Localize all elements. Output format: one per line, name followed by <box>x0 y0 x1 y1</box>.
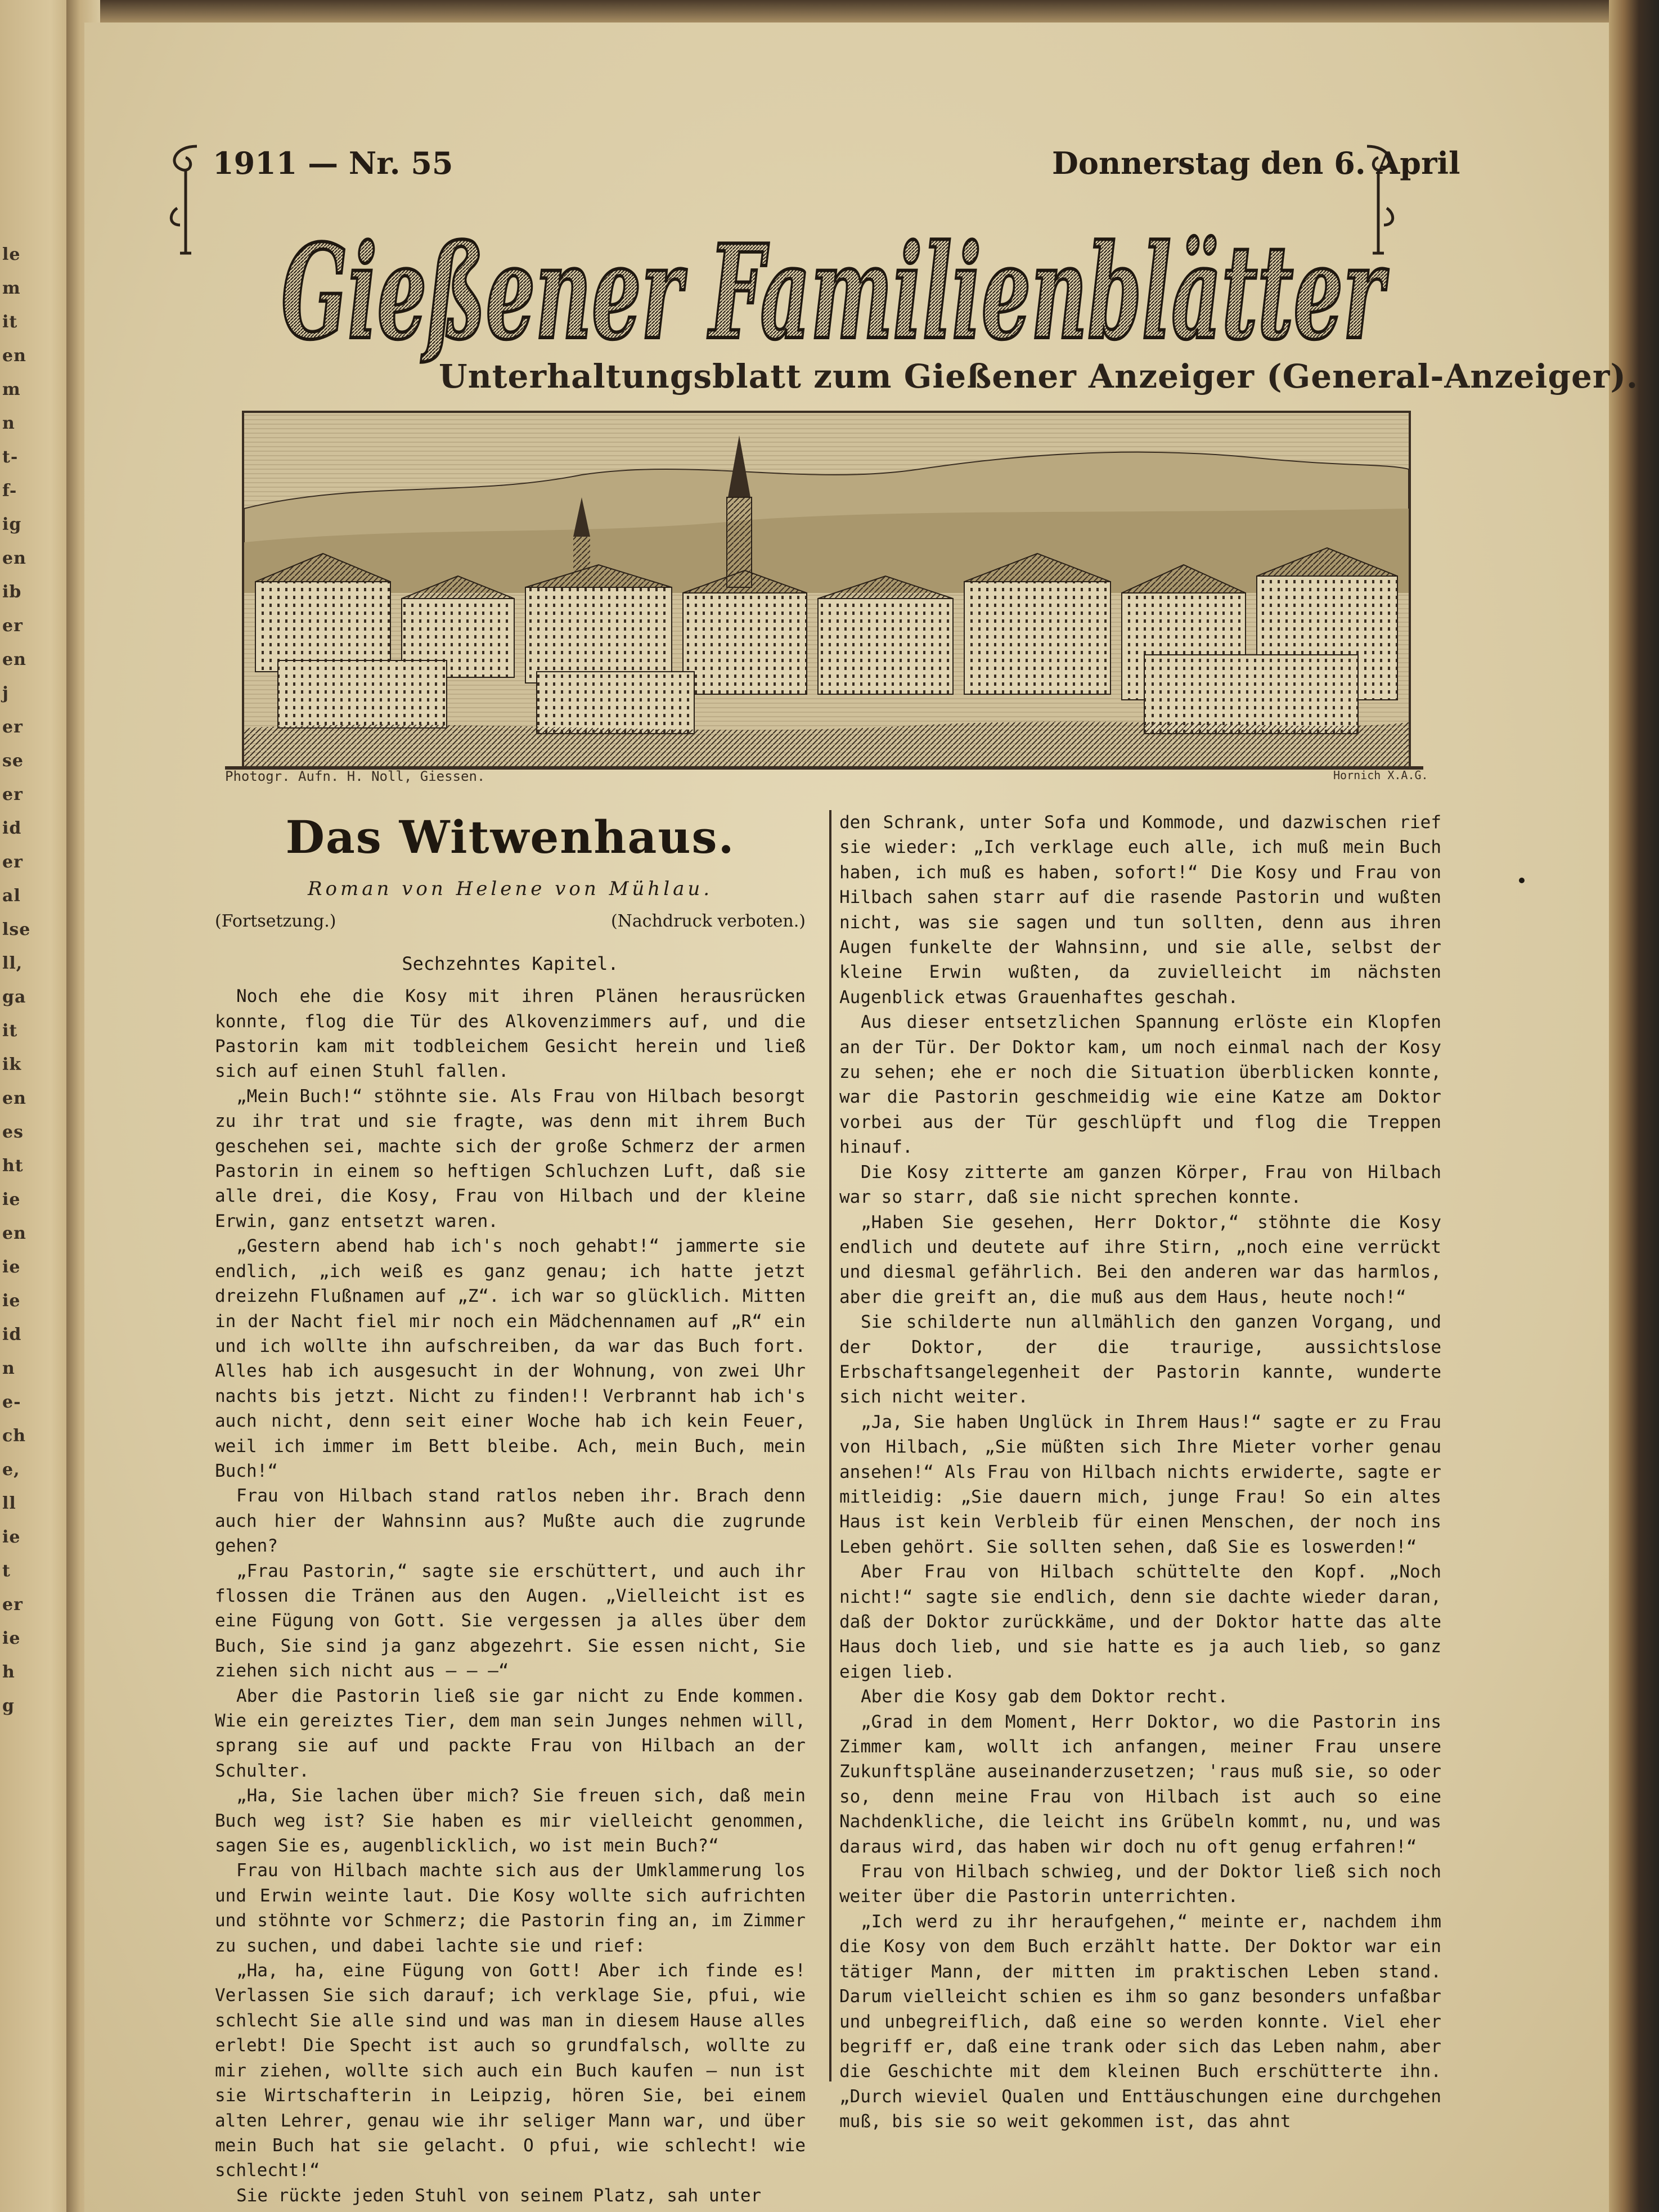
column-2-body <box>839 810 1441 2134</box>
engraving-signature: Hornich X.A.G. <box>1333 768 1428 782</box>
left-page-text-fragment: en <box>2 346 26 366</box>
left-page-text-fragment: ll <box>2 1494 16 1513</box>
left-page-text-fragment: t- <box>2 447 19 467</box>
left-page-text-fragment: ie <box>2 1629 21 1648</box>
left-page-text-fragment: er <box>2 616 23 636</box>
article-paragraph: Aber die Pastorin ließ sie gar nicht zu Ende kommen. Wie ein gereiztes Tier, dem man sein Junges nehmen will, sprang sie auf und packte Frau von Hilbach an der Schulter. <box>215 1685 806 1781</box>
ink-speck <box>1519 878 1525 883</box>
left-page-text-fragment: id <box>2 1325 22 1345</box>
book-right-edge <box>1609 0 1659 2212</box>
left-page-text-fragment: ga <box>2 987 26 1007</box>
copyright-note: (Nachdruck verboten.) <box>610 911 806 932</box>
article-paragraph: Aber die Kosy gab dem Doktor recht. <box>861 1687 1229 1707</box>
left-page-text-fragment: en <box>2 548 26 568</box>
article-title: Das Witwenhaus. <box>285 811 735 864</box>
article-paragraph: Aus dieser entsetzlichen Spannung erlöste ein Klopfen an der Tür. Der Doktor kam, um noch einmal nach der Kosy zu sehen; ehe er noch die Situation überblicken konnte, war die Pastorin geschmeidig wie eine Katze am Doktor vorbei aus der Tür geschlüpft und flog die Treppen hinauf. <box>839 1012 1441 1158</box>
left-page-text-fragment: es <box>2 1122 24 1142</box>
left-page-text-fragment: t <box>2 1561 11 1581</box>
article-column-2 <box>839 810 1441 2134</box>
left-page-text-fragment: m <box>2 380 21 399</box>
left-page-text-fragment: ie <box>2 1190 21 1210</box>
left-page-text-fragment: j <box>2 684 9 703</box>
article-paragraph: Frau von Hilbach machte sich aus der Umklammerung los und Erwin weinte laut. Die Kosy wollte sich aufrichten und stöhnte vor Schmerz; die Pastorin fing an, im Zimmer zu suchen, und dabei lachte sie und rief: <box>215 1860 806 1956</box>
issue-number: 1911 — Nr. 55 <box>213 145 453 181</box>
left-page-text-fragment: h <box>2 1662 15 1682</box>
article-paragraph: Noch ehe die Kosy mit ihren Plänen herausrücken konnte, flog die Tür des Alkovenzimmers auf, und die Pastorin kam mit todbleichem Gesicht herein und ließ sich auf einen Stuhl fallen. <box>215 986 806 1082</box>
left-page-text-fragment: ht <box>2 1156 24 1176</box>
column-divider <box>829 810 831 2081</box>
chapter-heading: Sechzehntes Kapitel. <box>402 952 619 974</box>
left-page-text-fragment: n <box>2 413 15 433</box>
left-page-text-fragment: le <box>2 245 21 264</box>
article-paragraph: „Ich werd zu ihr heraufgehen,“ meinte er, nachdem ihm die Kosy von dem Buch erzählt hatte. Der Doktor war ein tätiger Mann, der mitten im praktischen Leben stand. Darum vielleicht schien es ihm so ganz besonders unfaßbar und unbegreiflich, daß eine so werden konnte. Viel eher begriff er, daß eine trank oder sich das Leben nahm, aber die Geschichte mit dem kleinen Buch erschütterte ihn. „Durch wieviel Qualen und Enttäuschungen eine durchgehen muß, bis sie so weit gekommen ist, das ahnt <box>839 1911 1441 2132</box>
left-page-text-fragment: ie <box>2 1291 21 1311</box>
article-paragraph: „Grad in dem Moment, Herr Doktor, wo die Pastorin ins Zimmer kam, wollt ich anfangen, meiner Frau unsere Zukunftspläne auseinanderzusetzen; 'raus muß sie, so oder so, denn meine Frau von Hilbach ist auch so eine Nachdenkliche, die leicht ins Grübeln kommt, nu, und was daraus wird, das haben wir doch nu oft genug erfahren!“ <box>839 1711 1441 1857</box>
left-page-text-fragment: ib <box>2 582 22 602</box>
article-byline: Roman von Helene von Mühlau. <box>307 878 713 900</box>
left-page-text-fragment: lse <box>2 920 31 939</box>
left-page-text-fragment: en <box>2 1089 26 1108</box>
left-page-text-fragment: al <box>2 886 21 906</box>
article-paragraph: Sie schilderte nun allmählich den ganzen Vorgang, und der Doktor, der die traurige, aussichtslose Erbschaftsangelegenheit der Pastorin kannte, wunderte sich nicht weiter. <box>839 1312 1441 1408</box>
left-page-text-fragment: f- <box>2 481 17 501</box>
article-paragraph: Frau von Hilbach stand ratlos neben ihr. Brach denn auch hier der Wahnsinn aus? Mußte auch die zugrunde gehen? <box>215 1486 806 1557</box>
article-paragraph: „Ha, ha, eine Fügung von Gott! Aber ich finde es! Verlassen Sie sich darauf; ich verklage Sie, pfui, wie schlecht Sie alle sind und was man in diesem Hause alles erlebt! Die Specht ist auch so grundfalsch, wollte zu mir ziehen, wollte sich auch ein Buch kaufen — nun ist sie Wirtschafterin in Leipzig, hören Sie, bei einem alten Lehrer, genau wie ihr seliger Mann war, und über mein Buch hat sie gelacht. O pfui, wie schlecht! wie schlecht!“ <box>215 1961 806 2181</box>
left-page-text-fragment: n <box>2 1359 15 1378</box>
article-paragraph: Die Kosy zitterte am ganzen Körper, Frau von Hilbach war so starr, daß sie nicht sprechen konnte. <box>839 1162 1441 1208</box>
article-paragraph: den Schrank, unter Sofa und Kommode, und dazwischen rief sie wieder: „Ich verklage euch alle, ich muß mein Buch haben, ich muß es haben, sofort!“ Die Kosy und Frau von Hilbach sahen starr auf die rasende Pastorin und wußten nicht, was sie sagen und tun sollten, denn aus ihren Augen funkelte der Wahnsinn, und sie alle, selbst der kleine Erwin wußten, da zuvielleicht im nächsten Augenblick etwas Grauenhaftes geschah. <box>839 812 1441 1008</box>
article-column-1 <box>215 810 806 2208</box>
left-page-text-fragment: er <box>2 717 23 737</box>
engraving-credit: Photogr. Aufn. H. Noll, Giessen. <box>225 768 485 784</box>
left-page-text-fragment: id <box>2 819 22 838</box>
left-page-text-fragment: ie <box>2 1257 21 1277</box>
left-page-text-fragment: er <box>2 852 23 872</box>
scroll-ornament-icon <box>163 141 208 259</box>
article-paragraph: „Gestern abend hab ich's noch gehabt!“ jammerte sie endlich, „ich weiß es ganz genau; ich hatte jetzt dreizehn Flußnamen auf „Z“. ich war so glücklich. Mitten in der Nacht fiel mir noch ein Mädchennamen auf „R“ ein und ich wollte ihn aufschreiben, da war das Buch fort. Alles hab ich ausgesucht in der Wohnung, von zwei Uhr nachts bis jetzt. Nicht zu finden!! Verbrannt hab ich's auch nicht, denn seit einer Woche hab ich kein Feuer, weil ich immer im Bett bleibe. Ach, mein Buch, mein Buch!“ <box>215 1236 806 1481</box>
left-page-text-fragment: ll, <box>2 954 23 973</box>
left-page-text-fragment: en <box>2 650 26 669</box>
article-paragraph: „Frau Pastorin,“ sagte sie erschüttert, und auch ihr flossen die Tränen aus den Augen. „Vielleicht ist es eine Fügung von Gott. Sie vergessen ja alles über dem Buch, Sie sind ja ganz abgezehrt. Sie essen nicht, Sie ziehen sich nicht aus — — —“ <box>215 1561 806 1682</box>
left-page-text-fragment: en <box>2 1224 26 1243</box>
left-page-text-fragment: m <box>2 278 21 298</box>
issue-date: Donnerstag den 6. April <box>1052 145 1460 181</box>
article-paragraph: „Ja, Sie haben Unglück in Ihrem Haus!“ sagte er zu Frau von Hilbach, „Sie müßten sich Ihre Mieter vorher genau ansehen!“ Als Frau von Hilbach nichts erwiderte, sagte er mitleidig: „Sie dauern mich, junge Frau! So ein altes Haus ist kein Verbleib für einen Menschen, der noch ins Leben gehört. Sie sollten sehen, daß Sie es loswerden!“ <box>839 1411 1441 1557</box>
left-page-text-fragment: ik <box>2 1055 22 1074</box>
article-paragraph: Sie rückte jeden Stuhl von seinem Platz, sah unter <box>236 2185 762 2206</box>
book-top-edge <box>84 0 1609 23</box>
article-meta <box>215 909 806 934</box>
left-page-text-fragment: ig <box>2 515 22 534</box>
column-1-body <box>215 984 806 2208</box>
left-page-text-fragment: ie <box>2 1527 21 1547</box>
town-engraving <box>242 411 1411 770</box>
newspaper-subtitle: Unterhaltungsblatt zum Gießener Anzeiger (General-Anzeiger). <box>439 357 1639 395</box>
left-page-text-fragment: e- <box>2 1392 21 1412</box>
left-page-text-fragment: se <box>2 751 24 771</box>
left-page-text-fragment: e, <box>2 1460 20 1480</box>
continuation-note: (Fortsetzung.) <box>215 911 336 932</box>
article-paragraph: „Ha, Sie lachen über mich? Sie freuen sich, daß mein Buch weg ist? Sie haben es mir vielleicht genommen, sagen Sie es, augenblicklich, wo ist mein Buch?“ <box>215 1786 806 1856</box>
article-paragraph: „Haben Sie gesehen, Herr Doktor,“ stöhnte die Kosy endlich und deutete auf ihre Stirn, „noch eine verrückt und diesmal gefährlich. Bei den anderen war das harmlos, aber die greift an, die muß aus dem Haus, heute noch!“ <box>839 1212 1441 1307</box>
left-page-text-fragment: er <box>2 1595 23 1615</box>
left-page-text-fragment: er <box>2 785 23 804</box>
article-paragraph: „Mein Buch!“ stöhnte sie. Als Frau von Hilbach besorgt zu ihr trat und sie fragte, was denn mit ihrem Buch geschehen sei, machte sich der große Schmerz der armen Pastorin in einem so heftigen Schluchzen Luft, daß sie alle drei, die Kosy, Frau von Hilbach und der kleine Erwin, ganz entsetzt waren. <box>215 1086 806 1231</box>
article-paragraph: Frau von Hilbach schwieg, und der Doktor ließ sich noch weiter über die Pastorin unterrichten. <box>839 1862 1441 1907</box>
newspaper-title-text: Gießener Familienblätter <box>281 217 1389 368</box>
article-paragraph: Aber Frau von Hilbach schüttelte den Kopf. „Noch nicht!“ sagte sie endlich, denn sie dachte wieder daran, daß der Doktor zurückkäme, und der Doktor hatte das alte Haus doch lieb, und sie hatte es ja auch lieb, so ganz eigen lieb. <box>839 1562 1441 1682</box>
left-page-text-fragment: it <box>2 1021 18 1041</box>
left-page-text-fragment: g <box>2 1696 15 1716</box>
left-page-text-fragment: ch <box>2 1426 26 1446</box>
left-page-text-fragment: it <box>2 312 18 332</box>
